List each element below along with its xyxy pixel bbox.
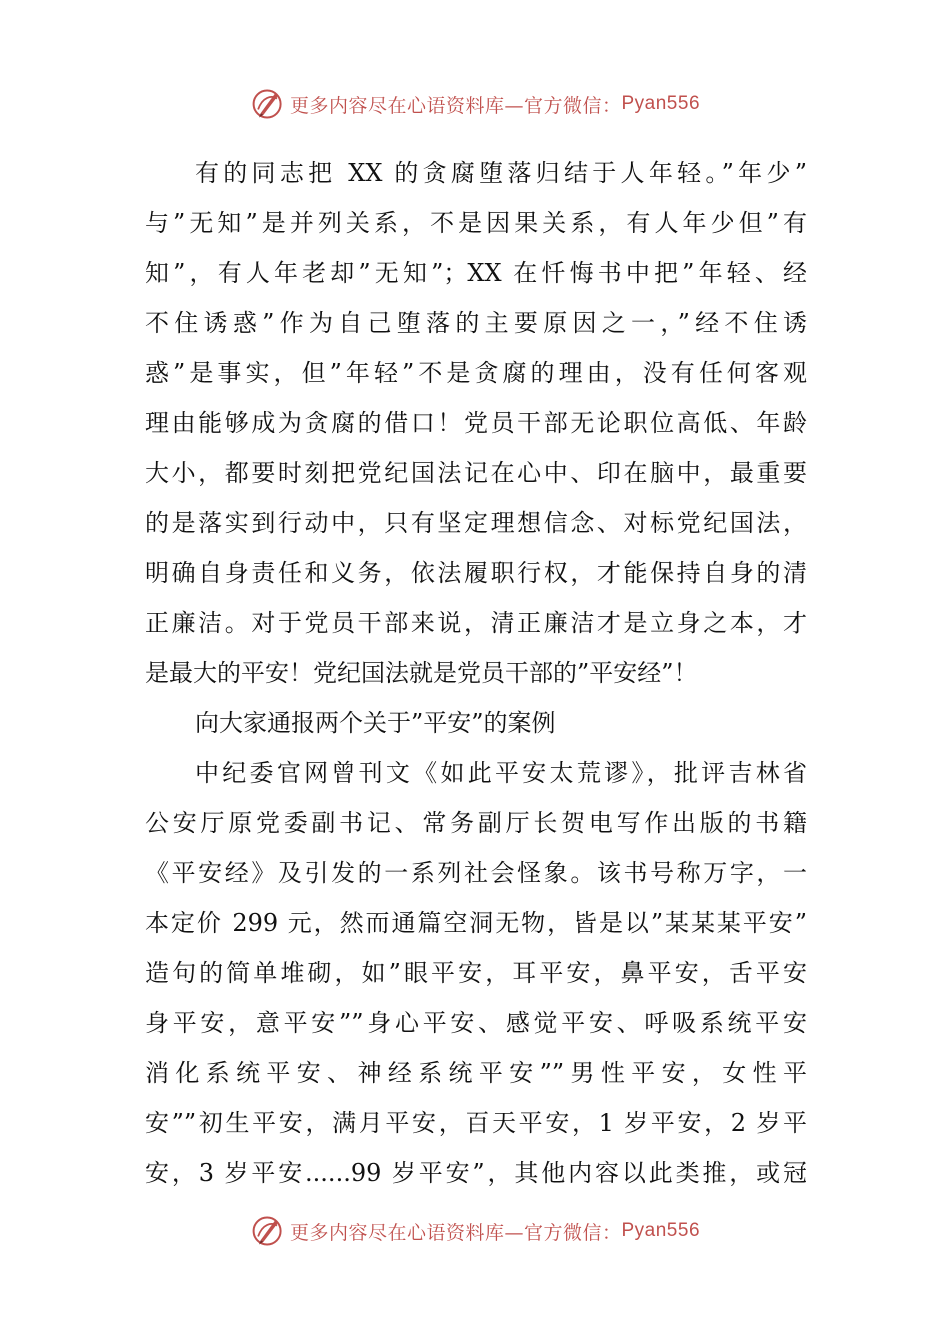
text-line: 《平安经》及引发的一系列社会怪象。该书号称万字，一 bbox=[145, 859, 807, 887]
pen-swirl-icon bbox=[250, 86, 286, 122]
body-text bbox=[145, 148, 807, 1198]
text-line: 大小，都要时刻把党纪国法记在心中、印在脑中，最重要 bbox=[145, 459, 807, 487]
text-line: 惑”是事实，但”年轻”不是贪腐的理由，没有任何客观 bbox=[145, 359, 807, 387]
text-line: 消化系统平安、神经系统平安””男性平安，女性平 bbox=[145, 1059, 807, 1087]
text-line: 身平安，意平安””身心平安、感觉平安、呼吸系统平安 bbox=[145, 1009, 807, 1037]
text-line: 知”，有人年老却”无知”；XX 在忏悔书中把”年轻、经 bbox=[145, 259, 807, 287]
footer-banner bbox=[0, 1211, 950, 1251]
text-line: 造句的简单堆砌，如”眼平安，耳平安，鼻平安，舌平安 bbox=[145, 959, 807, 987]
text-line: 理由能够成为贪腐的借口！党员干部无论职位高低、年龄 bbox=[145, 409, 807, 437]
text-line: 不住诱惑”作为自己堕落的主要原因之一，”经不住诱 bbox=[145, 309, 807, 337]
text-line: 有的同志把 XX 的贪腐堕落归结于人年轻。”年少” bbox=[195, 159, 807, 187]
pen-swirl-icon bbox=[250, 1213, 286, 1249]
text-line: 正廉洁。对于党员干部来说，清正廉洁才是立身之本，才 bbox=[145, 609, 807, 637]
text-line: 本定价 299 元，然而通篇空洞无物，皆是以”某某某平安” bbox=[145, 909, 807, 937]
text-line: 安””初生平安，满月平安，百天平安，1 岁平安，2 岁平 bbox=[145, 1109, 807, 1137]
header-banner bbox=[0, 84, 950, 124]
banner-wechat-id: Pyan556 bbox=[621, 1220, 701, 1241]
text-line: 与”无知”是并列关系，不是因果关系，有人年少但”有 bbox=[145, 209, 807, 237]
banner-wechat-id: Pyan556 bbox=[621, 93, 701, 114]
text-line: 明确自身责任和义务，依法履职行权，才能保持自身的清 bbox=[145, 559, 807, 587]
text-line: 公安厅原党委副书记、常务副厅长贺电写作出版的书籍 bbox=[145, 809, 807, 837]
banner-text: 更多内容尽在心语资料库—官方微信： bbox=[289, 94, 622, 117]
text-line: 的是落实到行动中，只有坚定理想信念、对标党纪国法， bbox=[145, 509, 807, 537]
banner-text: 更多内容尽在心语资料库—官方微信： bbox=[289, 1221, 622, 1244]
text-line: 安，3 岁平安......99 岁平安”，其他内容以此类推，或冠 bbox=[145, 1159, 807, 1187]
text-line: 中纪委官网曾刊文《如此平安太荒谬》，批评吉林省 bbox=[195, 759, 807, 787]
text-line: 向大家通报两个关于”平安”的案例 bbox=[195, 709, 556, 737]
text-line: 是最大的平安！党纪国法就是党员干部的”平安经”！ bbox=[145, 659, 698, 687]
